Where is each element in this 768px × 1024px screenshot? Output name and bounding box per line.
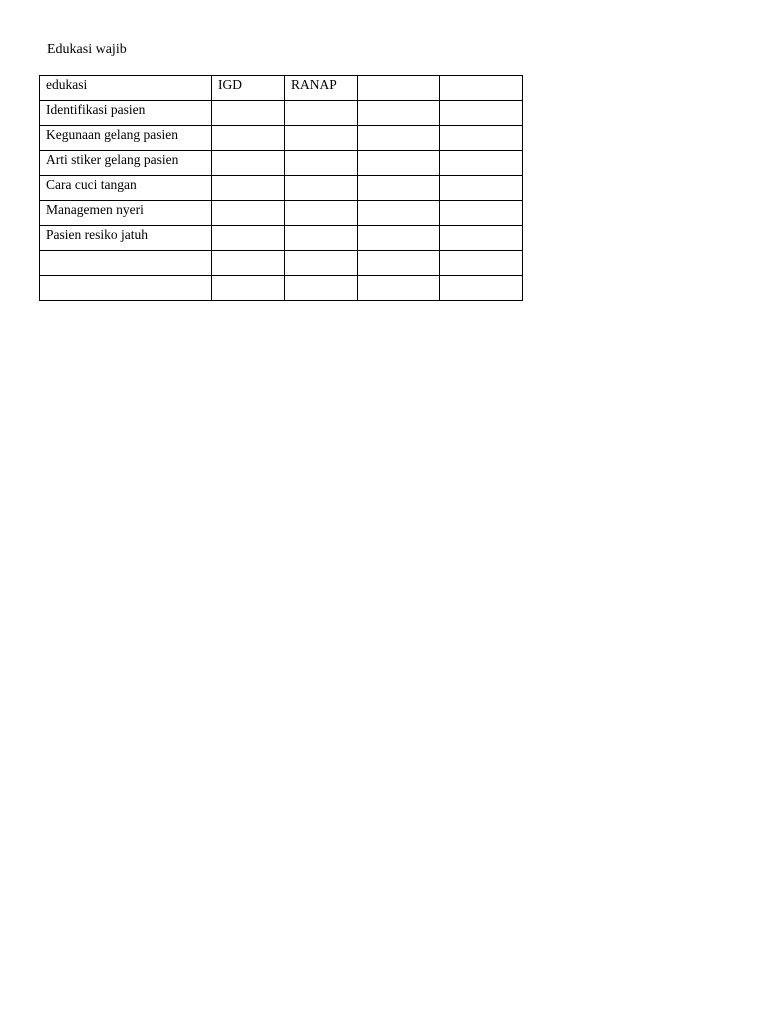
header-cell: RANAP (285, 76, 358, 101)
table-header-row (40, 76, 523, 101)
table-cell: Kegunaan gelang pasien (40, 126, 212, 151)
table-cell (212, 276, 285, 301)
education-table (39, 75, 523, 301)
table-cell (358, 151, 440, 176)
table-cell (212, 101, 285, 126)
table-row (40, 101, 523, 126)
table-cell (440, 276, 523, 301)
table-cell (285, 251, 358, 276)
table-cell (440, 176, 523, 201)
header-cell: IGD (212, 76, 285, 101)
table-row (40, 151, 523, 176)
table-cell (212, 151, 285, 176)
table-cell (285, 226, 358, 251)
table-cell (212, 126, 285, 151)
table-cell: Cara cuci tangan (40, 176, 212, 201)
table-cell (358, 101, 440, 126)
table-cell (212, 251, 285, 276)
table-cell (285, 276, 358, 301)
table-row (40, 226, 523, 251)
table-cell: Arti stiker gelang pasien (40, 151, 212, 176)
table-cell (285, 151, 358, 176)
table-cell: Pasien resiko jatuh (40, 226, 212, 251)
table-cell (440, 101, 523, 126)
table-cell (440, 226, 523, 251)
table-cell (358, 251, 440, 276)
table-cell (212, 226, 285, 251)
table-cell (285, 201, 358, 226)
table-cell (40, 251, 212, 276)
table-cell (440, 126, 523, 151)
table-cell (212, 176, 285, 201)
header-cell (358, 76, 440, 101)
table-row (40, 276, 523, 301)
table-row (40, 251, 523, 276)
table-cell (358, 201, 440, 226)
table-cell (212, 201, 285, 226)
table-row (40, 176, 523, 201)
table-row (40, 201, 523, 226)
table-cell: Identifikasi pasien (40, 101, 212, 126)
table-cell (40, 276, 212, 301)
table-cell (285, 176, 358, 201)
table-cell (358, 126, 440, 151)
table-cell (440, 201, 523, 226)
table-cell (358, 276, 440, 301)
table-cell (440, 251, 523, 276)
table-cell (440, 151, 523, 176)
table-cell (285, 126, 358, 151)
table-cell: Managemen nyeri (40, 201, 212, 226)
table-row (40, 126, 523, 151)
table-cell (358, 226, 440, 251)
header-cell (440, 76, 523, 101)
header-cell: edukasi (40, 76, 212, 101)
document-title: Edukasi wajib (47, 42, 127, 57)
table-cell (285, 101, 358, 126)
table-cell (358, 176, 440, 201)
